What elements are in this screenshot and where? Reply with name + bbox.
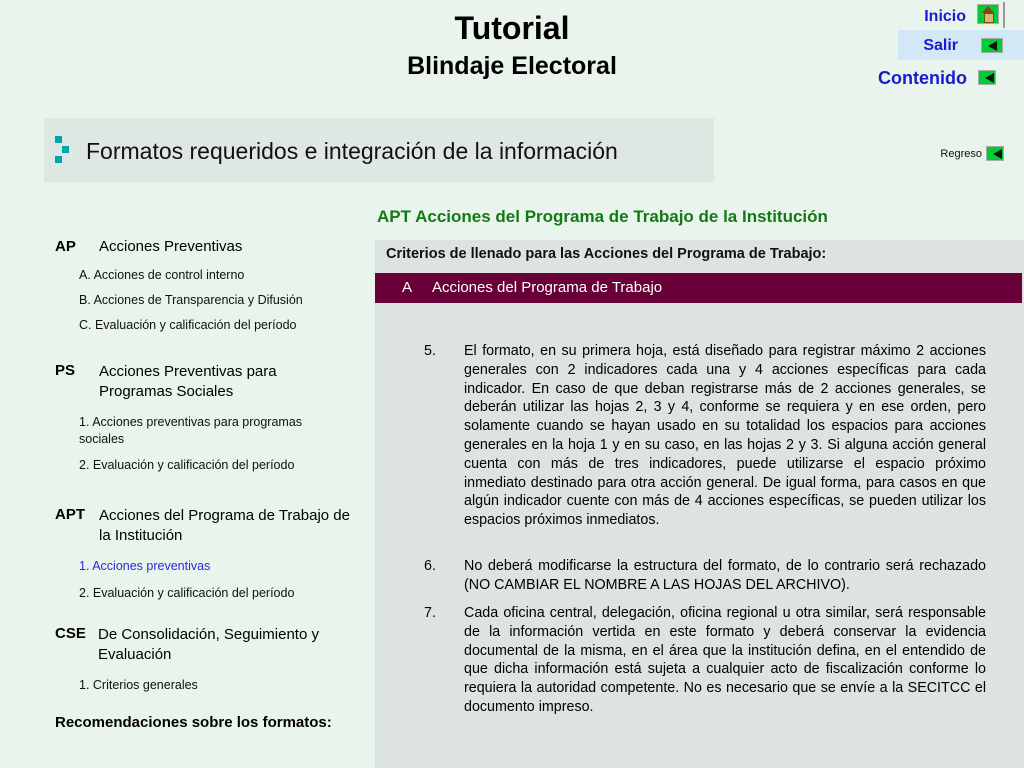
page-subtitle: Blindaje Electoral (407, 52, 617, 80)
content-heading: APT Acciones del Programa de Trabajo de la Institución (377, 207, 828, 226)
item-number: 6. (424, 558, 436, 574)
section-bar-label (402, 279, 662, 296)
regreso-arrow-icon[interactable] (986, 146, 1004, 161)
category-code: CSE (55, 625, 86, 642)
criterios-heading: Criterios de llenado para las Acciones del Programa de Trabajo: (386, 246, 827, 262)
section-bar-letter: A (402, 279, 413, 296)
menu-category-apt[interactable] (55, 506, 365, 546)
recomendaciones-link[interactable]: Recomendaciones sobre los formatos: (55, 714, 332, 731)
item-number: 5. (424, 343, 436, 359)
item-text: El formato, en su primera hoja, está diseñado para registrar máximo 2 acciones generales con 2 indicadores cada una y 4 acciones específicas para cada indicador. En caso de que deban registrarse más de 2 acciones generales, se deberán utilizar las hojas 2, 3 y 4, conforme se requiera y en ese orden, pero solamente cuando se hayan usado en su totalidad los espacios para acciones generales en la hoja 1 y en su caso, en las hojas 2 y 3. Si alguna acción general cuenta con más de tres indicadores, puede utilizarse el espacio próximo inmediato destinado para otra acción general. De igual forma, para casos en que algún indicador cuente con más de 4 acciones específicas, se pueden utilizar los espacios próximos inmediatos. (464, 343, 986, 529)
nav-contenido-link[interactable]: Contenido (878, 68, 967, 88)
item-text: No deberá modificarse la estructura del formato, de lo contrario será rechazado (NO CAMBIAR EL NOMBRE A LAS HOJAS DEL ARCHIVO). (464, 558, 986, 593)
nav-salir-link[interactable]: Salir (923, 37, 958, 54)
menu-item-ap-a[interactable]: A. Acciones de control interno (79, 268, 245, 282)
menu-item-ap-b[interactable]: B. Acciones de Transparencia y Difusión (79, 293, 303, 307)
list-item (424, 557, 986, 595)
bullet-squares-icon (55, 136, 71, 164)
nav-inicio-link[interactable]: Inicio (924, 8, 966, 25)
category-code: APT (55, 506, 85, 523)
category-label: Acciones Preventivas para Programas Sociales (99, 363, 277, 400)
menu-item-apt-1-active[interactable]: 1. Acciones preventivas (79, 559, 211, 573)
regreso-link[interactable]: Regreso (940, 148, 982, 160)
item-text: Cada oficina central, delegación, oficina regional u otra similar, será responsable de la información vertida en este formato y deberá conservar la evidencia documental de la misma, en el área que la institución defina, en el entendido de que dicha información está sujeta a cualquier acto de fiscalización conforme lo requiera la autoridad competente. No es necesario que se envíe a la SECITCC el documento impreso. (464, 605, 986, 715)
page-title: Tutorial (454, 10, 570, 46)
home-icon[interactable] (977, 4, 999, 24)
category-code: AP (55, 238, 76, 255)
list-item (424, 342, 986, 530)
menu-item-ps-1[interactable]: 1. Acciones preventivas para programas sociales (79, 415, 303, 446)
category-label: De Consolidación, Seguimiento y Evaluación (98, 626, 319, 663)
salir-arrow-icon[interactable] (981, 38, 1003, 53)
menu-item-ap-c[interactable]: C. Evaluación y calificación del período (79, 318, 297, 332)
menu-item-cse-1[interactable]: 1. Criterios generales (79, 678, 198, 692)
menu-item-apt-2[interactable]: 2. Evaluación y calificación del período (79, 586, 295, 600)
category-label: Acciones del Programa de Trabajo de la Institución (99, 507, 350, 544)
section-bar-text: Acciones del Programa de Trabajo (432, 279, 663, 296)
menu-category-ps[interactable] (55, 362, 355, 402)
list-item (424, 604, 986, 717)
menu-category-cse[interactable] (55, 625, 365, 665)
section-title: Formatos requeridos e integración de la información (86, 138, 618, 164)
menu-category-ap[interactable] (55, 238, 242, 255)
nav-divider (1003, 2, 1005, 28)
section-banner (44, 118, 714, 182)
item-number: 7. (424, 605, 436, 621)
category-label: Acciones Preventivas (99, 238, 243, 255)
category-code: PS (55, 362, 76, 379)
contenido-arrow-icon[interactable] (978, 70, 996, 85)
menu-item-ps-2[interactable]: 2. Evaluación y calificación del período (79, 458, 295, 472)
